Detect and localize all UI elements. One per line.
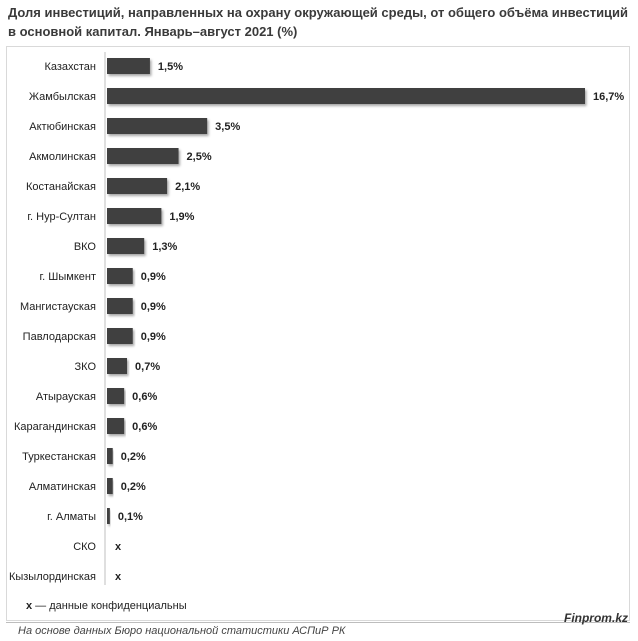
category-label: Туркестанская xyxy=(22,451,96,463)
confidential-note xyxy=(26,600,187,612)
category-label: Павлодарская xyxy=(22,331,96,343)
value-label: 2,1% xyxy=(175,181,201,193)
value-label: 0,6% xyxy=(132,421,158,433)
bar xyxy=(107,58,150,74)
category-label: Алматинская xyxy=(28,481,96,493)
value-label: 0,6% xyxy=(132,391,158,403)
value-label: 16,7% xyxy=(593,91,625,103)
bar xyxy=(107,508,110,524)
category-label: г. Алматы xyxy=(47,511,96,523)
bar xyxy=(107,238,144,254)
bar xyxy=(107,118,207,134)
value-label: 0,9% xyxy=(140,271,166,283)
footer-divider xyxy=(6,622,630,623)
value-label: x xyxy=(115,571,122,583)
bar xyxy=(107,178,167,194)
note-symbol: x xyxy=(26,600,33,612)
bar xyxy=(107,88,585,104)
value-label: 0,2% xyxy=(120,451,146,463)
value-label: 2,5% xyxy=(186,151,212,163)
value-label: 3,5% xyxy=(215,121,241,133)
value-label: 1,5% xyxy=(157,61,184,73)
category-label: Казахстан xyxy=(44,61,96,73)
bar xyxy=(107,358,127,374)
category-label: Жамбылская xyxy=(28,91,96,103)
value-label: 1,3% xyxy=(152,241,178,253)
category-label: СКО xyxy=(73,541,96,553)
category-label: ВКО xyxy=(73,241,96,253)
value-label: 0,9% xyxy=(140,301,166,313)
bar xyxy=(107,418,124,434)
value-label: 0,7% xyxy=(135,361,161,373)
category-label: Акмолинская xyxy=(29,151,96,163)
bar xyxy=(107,478,113,494)
note-text: — данные конфиденциальны xyxy=(32,600,187,612)
value-label: 1,9% xyxy=(169,211,195,223)
chart-title: Доля инвестиций, направленных на охрану окружающей среды, от общего объёма инвестиций в основной капитал. Январь–август 2021 (%) xyxy=(8,5,629,39)
bar xyxy=(107,388,124,404)
value-label: 0,9% xyxy=(140,331,166,343)
brand-logo-text: Finprom.kz xyxy=(563,611,628,625)
bar xyxy=(107,268,133,284)
value-label: x xyxy=(115,541,122,553)
category-label: г. Нур-Султан xyxy=(27,211,96,223)
category-label: Мангистауская xyxy=(19,301,96,313)
category-label: Атырауская xyxy=(35,391,96,403)
category-label: Костанайская xyxy=(25,181,96,193)
bar xyxy=(107,148,179,164)
category-label: Карагандинская xyxy=(14,421,96,433)
bars-group xyxy=(9,58,624,583)
category-label: г. Шымкент xyxy=(39,271,96,283)
category-label: ЗКО xyxy=(74,361,96,373)
bar xyxy=(107,448,113,464)
bar xyxy=(107,328,133,344)
source-note: На основе данных Бюро национальной статистики АСПиР РК xyxy=(18,625,346,637)
bar xyxy=(107,298,133,314)
value-label: 0,1% xyxy=(117,511,143,523)
category-label: Кызылординская xyxy=(8,571,96,583)
bar xyxy=(107,208,161,224)
category-label: Актюбинская xyxy=(29,121,96,133)
value-label: 0,2% xyxy=(120,481,146,493)
